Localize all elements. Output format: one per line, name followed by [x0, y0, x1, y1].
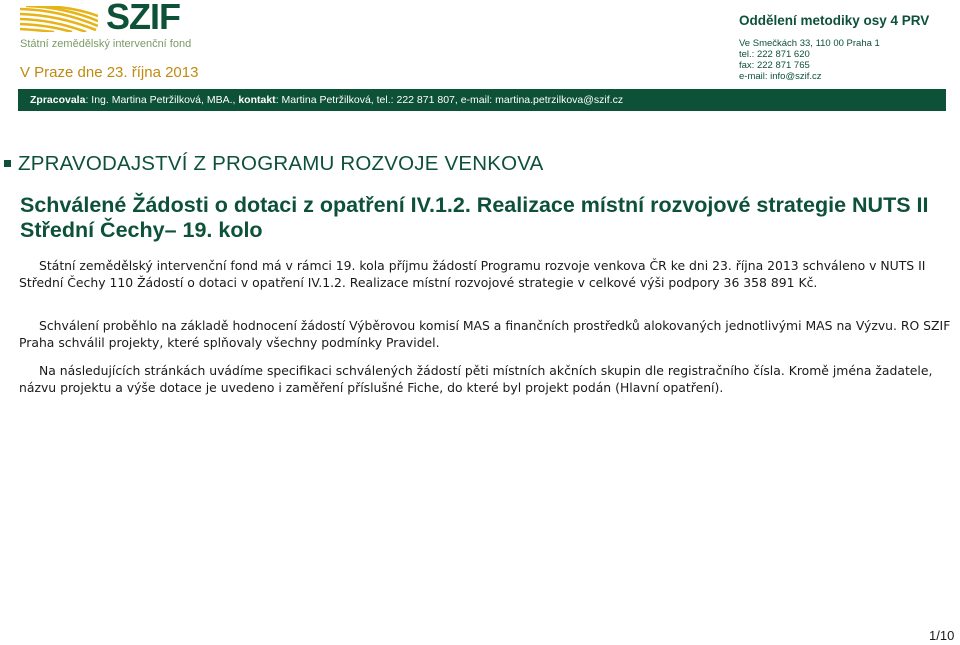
phone-line: tel.: 222 871 620: [739, 49, 810, 60]
paragraph-text: Na následujících stránkách uvádíme specifikaci schválených žádostí pěti místních akčních skupin dle registračního čísla. Kromě jména žadatele, názvu projektu a výše dotace je uvedeno i zaměření příslušné Fiche, do které byl projekt podán (Hlavní opatření).: [19, 363, 933, 395]
section-header: [4, 152, 544, 176]
page-number: 1/10: [929, 628, 955, 643]
address-line: Ve Smečkách 33, 110 00 Praha 1: [739, 38, 880, 49]
email-line: e-mail: info@szif.cz: [739, 71, 822, 82]
document-heading: Schválené Žádosti o dotaci z opatření IV.1.2. Realizace místní rozvojové strategie NUTS II Střední Čechy– 19. kolo: [20, 193, 929, 242]
prepared-label: Zpracovala: [30, 94, 86, 106]
logo-wordmark: SZIF: [106, 0, 180, 37]
contact-details: : Martina Petržilková, tel.: 222 871 807, e-mail: martina.petrzilkova@szif.cz: [275, 94, 624, 106]
department-name: Oddělení metodiky osy 4 PRV: [739, 13, 930, 28]
wheat-field-logo-icon: [20, 6, 98, 32]
section-title: ZPRAVODAJSTVÍ Z PROGRAMU ROZVOJE VENKOVA: [18, 152, 544, 175]
fax-line: fax: 222 871 765: [739, 60, 810, 71]
paragraph-evaluation: [19, 317, 960, 351]
square-bullet-icon: [4, 160, 11, 167]
contact-label: kontakt: [238, 94, 276, 106]
paragraph-text: Státní zemědělský intervenční fond má v rámci 19. kola příjmu žádostí Programu rozvoje venkova ČR ke dni 23. října 2013 schváleno v NUTS II Střední Čechy 110 Žádostí o dotaci v opatření IV.1.2. Realizace místní rozvojové strategie v celkové výši podpory 36 358 891 Kč.: [19, 258, 926, 290]
paragraph-text: Schválení proběhlo na základě hodnocení žádostí Výběrovou komisí MAS a finančních prostředků alokovaných jednotlivými MAS na Výzvu. RO SZIF Praha schválil projekty, které splňovaly všechny podmínky Pravidel.: [19, 318, 951, 350]
contact-bar: [18, 89, 946, 111]
logo-subtitle: Státní zemědělský intervenční fond: [20, 38, 192, 50]
contact-address-block: [739, 38, 880, 82]
prepared-by: : Ing. Martina Petržilková, MBA.,: [85, 94, 239, 106]
paragraph-specification: [19, 362, 960, 396]
paragraph-approval-summary: [19, 257, 960, 291]
szif-logo: [20, 0, 200, 50]
document-date: V Praze dne 23. října 2013: [20, 64, 199, 81]
